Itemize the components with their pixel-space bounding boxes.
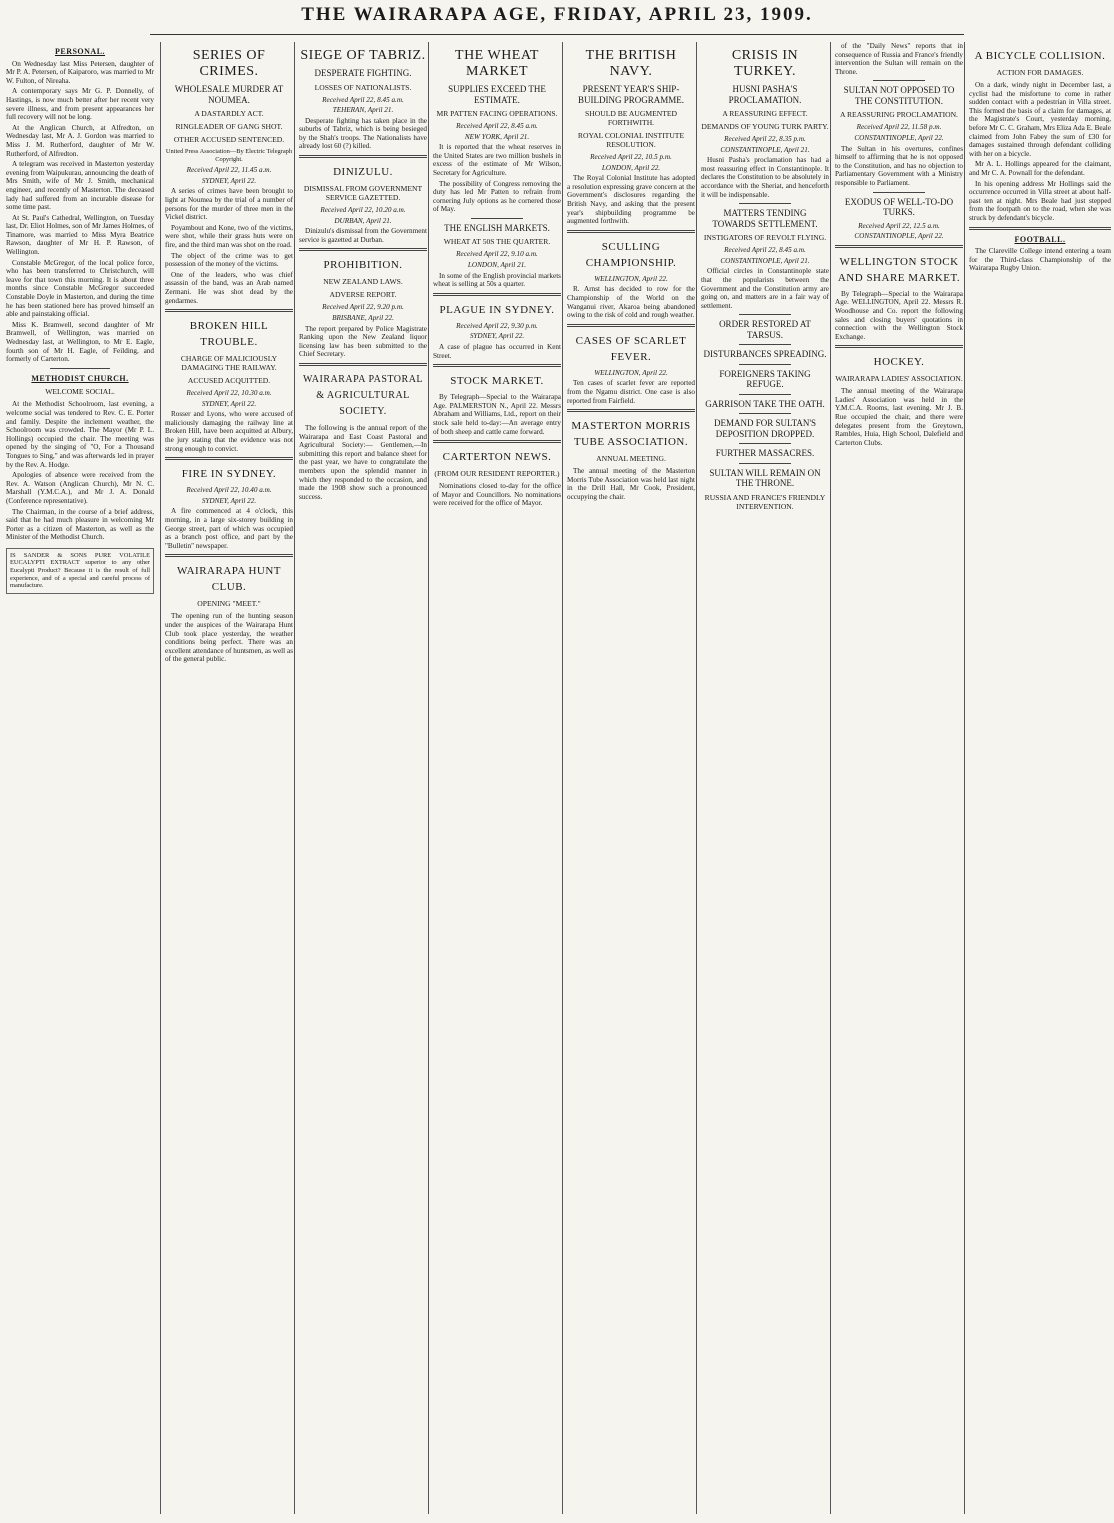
crimes-headline: SERIES OF CRIMES. bbox=[192, 48, 266, 79]
divider bbox=[471, 218, 522, 219]
personal-heading: PERSONAL. bbox=[54, 47, 106, 56]
paragraph: The Royal Colonial Institute has adopted a resolution expressing grave concern at the Government's disclosures regarding the British Navy, and asking that the present year's shipbuilding programme be augmented forthwith. bbox=[567, 174, 695, 226]
paragraph: In his opening address Mr Hollings said the occurrence occurred in Villa street at about half-past ten at night. Mrs Beale had just stepped from the footpath on to the road, when she was struck by defendant's bicycle. bbox=[969, 179, 1111, 222]
paragraph: Nominations closed to-day for the office of Mayor and Councillors. No nominations were received for the office of Mayor. bbox=[433, 482, 561, 508]
subheading: RUSSIA AND FRANCE'S FRIENDLY INTERVENTION. bbox=[704, 492, 826, 511]
subheading: THE ENGLISH MARKETS. bbox=[444, 222, 550, 233]
dateline: Received April 22, 8.45 a.m. bbox=[456, 122, 538, 130]
divider bbox=[739, 443, 790, 444]
dateline: Received April 22, 11.58 p.m. bbox=[856, 123, 942, 132]
paragraph: A telegram was received in Masterton yesterday evening from Waipukurau, announcing the death of Mrs Smith, wife of Mr J. Smith, mechanical engineer, and recently of Masterton. The deceased lady had suffered from an incurable disease for some time past. bbox=[6, 160, 154, 212]
subheading: WAIRARAPA LADIES' ASSOCIATION. bbox=[835, 374, 963, 384]
subheading: HUSNI PASHA'S PROCLAMATION. bbox=[728, 84, 802, 105]
column-3 bbox=[294, 42, 431, 1514]
credit-line: United Press Association—By Electric Telegraph Copyright. bbox=[165, 148, 293, 163]
subheading: DESPERATE FIGHTING. bbox=[314, 68, 412, 78]
subheading: LOSSES OF NATIONALISTS. bbox=[314, 82, 412, 92]
column-5 bbox=[562, 42, 699, 1514]
dateline: Received April 22, 8.45 a.m. bbox=[322, 95, 404, 104]
subheading: DEMANDS OF YOUNG TURK PARTY. bbox=[701, 122, 829, 131]
placeline: NEW YORK, April 21. bbox=[464, 132, 530, 141]
divider bbox=[299, 155, 427, 158]
paragraph: A fire commenced at 4 o'clock, this morning, in a large six-storey building in George street, part of which was occupied as a branch post office, and part by the "Bulletin" newspaper. bbox=[165, 507, 293, 550]
pastoral-headline: WAIRARAPA PASTORAL & AGRICULTURAL SOCIETY. bbox=[302, 374, 424, 417]
paragraph: On Wednesday last Miss Petersen, daughter of Mr P. A. Petersen, of Kaiparoro, was married to Mr W. Fulton, of Nireaha. bbox=[6, 59, 154, 85]
navy-headline: THE BRITISH NAVY. bbox=[585, 48, 677, 79]
placeline: SYDNEY, April 22. bbox=[201, 496, 257, 505]
broken-hill-headline: BROKEN HILL TROUBLE. bbox=[189, 320, 269, 349]
tabriz-headline: SIEGE OF TABRIZ. bbox=[300, 48, 426, 63]
paragraph: A case of plague has occurred in Kent Street. bbox=[433, 343, 561, 360]
stock-share-headline: WELLINGTON STOCK AND SHARE MARKET. bbox=[837, 255, 961, 284]
paragraph: By Telegraph—Special to the Wairarapa Age. PALMERSTON N., April 22. Messrs Abraham and Williams, Ltd., report on their stock sale held to-day:—An average entry of both sheep and cattle came forward. bbox=[433, 393, 561, 436]
bicycle-headline: A BICYCLE COLLISION. bbox=[974, 50, 1106, 62]
placeline: CONSTANTINOPLE, April 22. bbox=[854, 232, 944, 241]
placeline: SYDNEY, April 22. bbox=[201, 176, 257, 185]
column-8 bbox=[964, 42, 1111, 1514]
paragraph: It is reported that the wheat reserves in the United States are two million bushels in excess of the estimate of Mr Wilson, Secretary for Agriculture. bbox=[433, 143, 561, 177]
scarlet-fever-headline: CASES OF SCARLET FEVER. bbox=[575, 334, 687, 363]
masthead: THE WAIRARAPA AGE, FRIDAY, APRIL 23, 1909. bbox=[301, 4, 813, 25]
hunt-club-headline: WAIRARAPA HUNT CLUB. bbox=[176, 565, 282, 594]
divider bbox=[873, 80, 924, 81]
paragraph: The Chairman, in the course of a brief address, said that he had much pleasure in welcoming Mr Porter as a citizen of Masterton, as well as the Minister of the Methodist Church. bbox=[6, 507, 154, 542]
dateline: Received April 22, 10.5 p.m. bbox=[590, 153, 672, 161]
dateline: Received April 22, 9.20 p.m. bbox=[322, 303, 404, 312]
paragraph: The annual meeting of the Wairarapa Ladies' Association was held in the Y.M.C.A. Rooms, last evening. Mr J. B. Rue occupied the chair, and there were delegates present from the Greytown, Rambles, Huia, High School, Dalefield and Carterton Clubs. bbox=[835, 387, 963, 447]
subheading: OTHER ACCUSED SENTENCED. bbox=[173, 135, 285, 144]
subheading: PRESENT YEAR'S SHIP-BUILDING PROGRAMME. bbox=[577, 84, 684, 105]
subheading: EXODUS OF WELL-TO-DO TURKS. bbox=[844, 196, 954, 218]
church-heading: METHODIST CHURCH. bbox=[31, 373, 129, 383]
subheading: OPENING "MEET." bbox=[197, 599, 261, 609]
subheading: MR PATTEN FACING OPERATIONS. bbox=[436, 109, 558, 118]
subheading: WHOLESALE MURDER AT NOUMEA. bbox=[174, 84, 284, 105]
dateline: Received April 22, 10.20 a.m. bbox=[320, 206, 406, 215]
paragraph: Miss K. Bramwell, second daughter of Mr Bramwell, of Wellington, was married on Wednesday last, at Wellington, to Mr E. Eagle, fourth son of Mr H. Eagle, of Feilding, and formerly of Carterton. bbox=[6, 320, 154, 364]
paragraph: At the Anglican Church, at Alfredton, on Wednesday last, Mr A. J. Gordon was married to Miss J. M. Rutherford, daughter of Mr W. Rutherford, of Alfredton. bbox=[6, 123, 154, 158]
subheading: ROYAL COLONIAL INSTITUTE RESOLUTION. bbox=[577, 131, 685, 149]
paragraph: The opening run of the hunting season under the auspices of the Wairarapa Hunt Club took place yesterday, the weather conditions being perfect. There was an excellent attendance of huntsmen, as well as of the general public. bbox=[165, 612, 293, 664]
paragraph: Mr A. L. Hollings appeared for the claimant, and Mr C. A. Pownall for the defendant. bbox=[969, 160, 1111, 177]
divider bbox=[567, 324, 695, 327]
divider bbox=[567, 409, 695, 412]
masthead-rule bbox=[150, 34, 964, 35]
subheading: FOREIGNERS TAKING REFUGE. bbox=[719, 368, 811, 390]
divider bbox=[739, 314, 790, 315]
paragraph: Dinizulu's dismissal from the Government service is gazetted at Durban. bbox=[299, 227, 427, 244]
divider bbox=[835, 245, 963, 248]
plague-headline: PLAGUE IN SYDNEY. bbox=[439, 303, 555, 316]
subheading: ACTION FOR DAMAGES. bbox=[996, 68, 1084, 77]
dateline: Received April 22, 8.45 a.m. bbox=[724, 246, 806, 255]
church-subheading: WELCOME SOCIAL. bbox=[45, 387, 115, 397]
placeline: LONDON, April 22. bbox=[601, 163, 661, 172]
subheading: SULTAN NOT OPPOSED TO THE CONSTITUTION. bbox=[843, 85, 955, 106]
paragraph: The object of the crime was to get possession of the money of the victims. bbox=[165, 251, 293, 269]
subheading: SUPPLIES EXCEED THE ESTIMATE. bbox=[448, 84, 546, 105]
paragraph: Ten cases of scarlet fever are reported from the Ngamu district. One case is also reported from Fairfield. bbox=[567, 379, 695, 405]
hockey-headline: HOCKEY. bbox=[873, 356, 925, 369]
paragraph: The annual meeting of the Masterton Morris Tube Association was held last night in the Drill Hall, Mr Cook, President, occupying the chair. bbox=[567, 467, 695, 501]
placeline: WELLINGTON, April 22. bbox=[594, 274, 668, 283]
column-7 bbox=[830, 42, 967, 1514]
placeline: DURBAN, April 21. bbox=[334, 216, 392, 225]
dateline: Received April 22, 11.45 a.m. bbox=[186, 166, 272, 175]
column-4 bbox=[428, 42, 565, 1514]
subheading: DISTURBANCES SPREADING. bbox=[703, 349, 827, 360]
placeline: SYDNEY, April 22. bbox=[469, 332, 525, 341]
divider bbox=[873, 192, 924, 193]
stock-market-headline: STOCK MARKET. bbox=[450, 375, 544, 388]
divider bbox=[567, 230, 695, 233]
divider bbox=[835, 345, 963, 348]
paragraph: The following is the annual report of the Wairarapa and East Coast Pastoral and Agricultural Society:— Gentlemen,—In submitting this report and balance sheet for the past year, we have to congratulate the members upon the splendid manner in which they responded to the occasion, and made the 1908 show such a pronounced success. bbox=[299, 424, 427, 501]
dinizulu-headline: DINIZULU. bbox=[333, 166, 393, 179]
paragraph: Poyambout and Kone, two of the victims, were shot, while their grass huts were on fire, and the third man was shot on the road. bbox=[165, 223, 293, 249]
subheading: GARRISON TAKE THE OATH. bbox=[705, 398, 825, 409]
divider bbox=[165, 457, 293, 460]
paragraph: Husni Pasha's proclamation has had a most reassuring effect in Constantinople. It declares the Constitution to be absolutely in accordance with the Sheriat, and henceforth it will be indispensable. bbox=[701, 156, 829, 199]
subheading: SHOULD BE AUGMENTED FORTHWITH. bbox=[585, 109, 677, 127]
subheading: CHARGE OF MALICIOUSLY DAMAGING THE RAILWAY. bbox=[180, 354, 278, 373]
dateline: Received April 22, 9.30 p.m. bbox=[456, 321, 538, 330]
divider bbox=[299, 248, 427, 251]
morris-tube-headline: MASTERTON MORRIS TUBE ASSOCIATION. bbox=[571, 420, 691, 449]
placeline: CONSTANTINOPLE, April 22. bbox=[854, 133, 944, 142]
divider bbox=[739, 344, 790, 345]
placeline: LONDON, April 21. bbox=[467, 261, 527, 270]
divider bbox=[739, 463, 790, 464]
paragraph: The Sultan in his overtures, confines himself to affirming that he is not opposed to the Constitution, and has no objection to Parliamentary Government with a Ministry responsible to Parliament. bbox=[835, 144, 963, 187]
paragraph: The Clareville College intend entering a team for the Third-class Championship of the Wairarapa Rugby Union. bbox=[969, 247, 1111, 273]
divider bbox=[739, 203, 790, 204]
divider bbox=[50, 368, 109, 369]
subheading: WHEAT AT 50S THE QUARTER. bbox=[443, 237, 551, 247]
divider bbox=[433, 293, 561, 296]
subheading: NEW ZEALAND LAWS. bbox=[323, 277, 403, 287]
paragraph: Desperate fighting has taken place in the suburbs of Tabriz, which is being besieged by the Shah's troops. The Nationalists have already lost 60 (?) killed. bbox=[299, 116, 427, 151]
paragraph: R. Arnst has decided to row for the Championship of the World on the Wanganui river, Akaroa being abandoned owing to the risk of cold and rough weather. bbox=[567, 285, 695, 320]
paragraph: of the "Daily News" reports that in consequence of Russia and France's friendly intervention the Sultan will remain on the Throne. bbox=[835, 42, 963, 76]
divider bbox=[739, 413, 790, 414]
paragraph: A contemporary says Mr G. P. Donnelly, of Hastings, is now much better after her recent very severe illness, and from present appearances her full recovery will not be long. bbox=[6, 87, 154, 122]
wheat-market-headline: THE WHEAT MARKET bbox=[455, 48, 539, 79]
column-1 bbox=[6, 42, 158, 1514]
column-2 bbox=[160, 42, 297, 1514]
subheading: INSTIGATORS OF REVOLT FLYING. bbox=[703, 233, 827, 243]
subheading: ACCUSED ACQUITTED. bbox=[187, 376, 271, 386]
divider bbox=[299, 363, 427, 366]
paragraph: Apologies of absence were received from the Rev. A. Watson (Anglican Church), Mr N. C. Marshall (Y.M.C.A.), and Mr J. A. Donald (Conference representative). bbox=[6, 471, 154, 505]
subheading: ANNUAL MEETING. bbox=[596, 454, 666, 464]
sculling-headline: SCULLING CHAMPIONSHIP. bbox=[585, 240, 677, 269]
placeline: WELLINGTON, April 22. bbox=[594, 368, 668, 377]
placeline: TEHERAN, April 21. bbox=[332, 106, 394, 115]
fire-headline: FIRE IN SYDNEY. bbox=[181, 468, 277, 481]
subheading: RINGLEADER OF GANG SHOT. bbox=[175, 122, 283, 131]
dateline: Received April 22, 10.40 a.m. bbox=[186, 486, 272, 495]
subheading: A REASSURING EFFECT. bbox=[722, 109, 808, 118]
subheading: ADVERSE REPORT. bbox=[329, 290, 397, 300]
placeline: CONSTANTINOPLE, April 21. bbox=[720, 145, 810, 154]
paragraph: At St. Paul's Cathedral, Wellington, on Tuesday last, Dr. Eliot Holmes, son of Mr James Holmes, of Tinamore, was married to Miss Myra Beatrice Rawson, daughter of Mr H. P. Rawson, of Wellington. bbox=[6, 213, 154, 257]
divider bbox=[739, 364, 790, 365]
dateline: Received April 22, 9.10 a.m. bbox=[456, 250, 538, 259]
paragraph: Constable McGregor, of the local police force, who has been transferred to Christchurch, will leave for that town this morning. It is about three months since Constable McGregor succeeded Constable Doyle in Masterton, and during the time he has been stationed here has proved himself an able and painstaking official. bbox=[6, 258, 154, 319]
paragraph: On a dark, windy night in December last, a cyclist had the misfortune to come in rather sudden contact with a pedestrian in Villa street. This formed the basis of a claim for damages, at the Magistrate's Court, yesterday morning, before Mr C. C. Graham, Mrs Eliza Ada E. Beale claimed from John Fabey the sum of £30 for damages sustained through defendant colliding with her on a bicycle. bbox=[969, 81, 1111, 158]
paragraph: One of the leaders, who was chief assassin of the band, was an Arab named Zermani. He was shot dead by the gendarmes. bbox=[165, 270, 293, 305]
subheading: SULTAN WILL REMAIN ON THE THRONE. bbox=[709, 467, 821, 489]
paragraph: Rosser and Lyons, who were accused of maliciously damaging the railway line at Broken Hill, have been acquitted at Albury, the jury stating that the evidence was not strong enough to convict. bbox=[165, 410, 293, 453]
subheading: A DASTARDLY ACT. bbox=[194, 109, 264, 118]
divider bbox=[969, 227, 1111, 230]
divider bbox=[165, 309, 293, 312]
subheading: (FROM OUR RESIDENT REPORTER.) bbox=[434, 469, 560, 479]
subheading: DISMISSAL FROM GOVERNMENT SERVICE GAZETTED. bbox=[303, 184, 423, 203]
prohibition-headline: PROHIBITION. bbox=[323, 259, 403, 272]
placeline: BRISBANE, April 22. bbox=[332, 314, 394, 323]
subheading: FURTHER MASSACRES. bbox=[715, 448, 815, 459]
paragraph: In some of the English provincial markets wheat is selling at 50s a quarter. bbox=[433, 271, 561, 289]
subheading: A REASSURING PROCLAMATION. bbox=[840, 110, 958, 120]
divider bbox=[433, 440, 561, 443]
football-heading: FOOTBALL. bbox=[1014, 234, 1066, 244]
subheading: MATTERS TENDING TOWARDS SETTLEMENT. bbox=[712, 208, 818, 229]
divider bbox=[739, 394, 790, 395]
dateline: Received April 22, 10.30 a.m. bbox=[186, 389, 272, 398]
subheading: ORDER RESTORED AT TARSUS. bbox=[719, 319, 811, 340]
turkey-headline: CRISIS IN TURKEY. bbox=[731, 48, 799, 79]
carterton-headline: CARTERTON NEWS. bbox=[442, 451, 552, 464]
dateline: Received April 22, 12.5 a.m. bbox=[858, 221, 940, 230]
subheading: DEMAND FOR SULTAN'S DEPOSITION DROPPED. bbox=[713, 418, 817, 439]
dateline: Received April 22, 8.35 p.m. bbox=[724, 135, 806, 143]
eucalypti-advert: IS SANDER & SONS PURE VOLATILE EUCALYPTI EXTRACT superior to any other Eucalypti Product? Because it is the result of full experience, and of a special and careful process of manufacture. bbox=[6, 548, 154, 594]
paragraph: By Telegraph—Special to the Wairarapa Age. WELLINGTON, April 22. Messrs R. Woodhouse and Co. report the following sales and closing buyers' quotations in connection with the Wellington Stock Exchange. bbox=[835, 289, 963, 341]
paragraph: A series of crimes have been brought to light at Noumea by the trial of a number of persons for the murder of three men in the Vickel district. bbox=[165, 187, 293, 222]
paragraph: At the Methodist Schoolroom, last evening, a welcome social was tendered to Rev. C. E. Porter and family. Despite the inclement weather, the Schoolroom was crowded. The Mayor (Mr P. L. Hollings) occupied the chair. The meeting was opened by the singing of "O, For a Thousand Tongues to Sing," and was afterwards led in prayer by the Rev. A. Hodge. bbox=[6, 400, 154, 469]
paragraph: The possibility of Congress removing the duty has led Mr Patten to refrain from cornering July options as he cornered those of May. bbox=[433, 179, 561, 214]
divider bbox=[165, 554, 293, 557]
paragraph: Official circles in Constantinople state that the popularists between the Government and the Constitution army are going on, and matters are in a fair way of settlement. bbox=[701, 267, 829, 310]
divider bbox=[433, 364, 561, 367]
paragraph: The report prepared by Police Magistrate Ranking upon the New Zealand liquor licensing law has been submitted to the Chief Secretary. bbox=[299, 324, 427, 359]
placeline: CONSTANTINOPLE, April 21. bbox=[720, 256, 810, 265]
column-6 bbox=[696, 42, 833, 1514]
placeline: SYDNEY, April 22. bbox=[201, 399, 257, 408]
